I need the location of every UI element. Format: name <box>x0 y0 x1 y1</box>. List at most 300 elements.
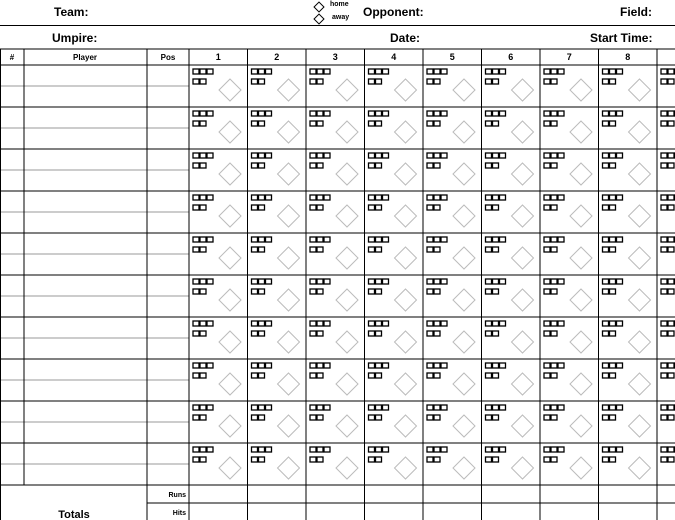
strike-box <box>376 457 382 462</box>
strike-box <box>427 163 433 168</box>
base-diamond-icon <box>336 289 358 311</box>
ball-box <box>617 237 623 242</box>
base-diamond-icon <box>395 331 417 353</box>
ball-box <box>383 195 389 200</box>
strike-box <box>252 205 258 210</box>
ball-box <box>603 237 609 242</box>
strike-box <box>317 163 323 168</box>
ball-box <box>603 195 609 200</box>
ball-box <box>266 405 272 410</box>
ball-box <box>500 363 506 368</box>
strike-box <box>603 457 609 462</box>
ball-box <box>200 321 206 326</box>
strike-box <box>369 331 375 336</box>
strike-box <box>668 79 674 84</box>
ball-box <box>324 321 330 326</box>
ball-box <box>376 195 382 200</box>
ball-box <box>427 237 433 242</box>
ball-box <box>500 111 506 116</box>
strike-box <box>317 205 323 210</box>
strike-box <box>200 247 206 252</box>
totals-label: Totals <box>58 509 90 520</box>
base-diamond-icon <box>278 415 300 437</box>
ball-box <box>441 321 447 326</box>
strike-box <box>544 415 550 420</box>
ball-box <box>317 111 323 116</box>
ball-box <box>661 321 667 326</box>
strike-box <box>369 121 375 126</box>
inning-header-7: 7 <box>566 52 572 62</box>
strike-box <box>486 373 492 378</box>
base-diamond-icon <box>219 373 241 395</box>
strike-box <box>200 163 206 168</box>
ball-box <box>252 279 258 284</box>
base-diamond-icon <box>570 205 592 227</box>
ball-box <box>500 405 506 410</box>
ball-box <box>661 363 667 368</box>
ball-box <box>544 195 550 200</box>
strike-box <box>310 247 316 252</box>
strike-box <box>486 415 492 420</box>
strike-box <box>317 289 323 294</box>
ball-box <box>441 195 447 200</box>
ball-box <box>661 447 667 452</box>
ball-box <box>668 321 674 326</box>
strike-box <box>427 121 433 126</box>
strike-box <box>310 79 316 84</box>
ball-box <box>551 447 557 452</box>
ball-box <box>427 195 433 200</box>
base-diamond-icon <box>219 289 241 311</box>
ball-box <box>558 279 564 284</box>
base-diamond-icon <box>453 331 475 353</box>
ball-box <box>383 363 389 368</box>
strike-box <box>610 121 616 126</box>
ball-box <box>668 447 674 452</box>
ball-box <box>544 153 550 158</box>
ball-box <box>434 111 440 116</box>
ball-box <box>369 237 375 242</box>
ball-box <box>193 447 199 452</box>
ball-box <box>266 321 272 326</box>
strike-box <box>200 331 206 336</box>
strike-box <box>551 331 557 336</box>
strike-box <box>369 457 375 462</box>
ball-box <box>200 153 206 158</box>
base-diamond-icon <box>278 163 300 185</box>
strike-box <box>668 289 674 294</box>
ball-box <box>441 111 447 116</box>
ball-box <box>493 405 499 410</box>
ball-box <box>383 279 389 284</box>
player-column-header: Player <box>72 53 98 62</box>
strike-box <box>310 205 316 210</box>
strike-box <box>486 121 492 126</box>
strike-box <box>493 289 499 294</box>
strike-box <box>193 121 199 126</box>
ball-box <box>493 195 499 200</box>
ball-box <box>544 405 550 410</box>
ball-box <box>266 447 272 452</box>
base-diamond-icon <box>336 331 358 353</box>
base-diamond-icon <box>570 457 592 479</box>
strike-box <box>434 373 440 378</box>
ball-box <box>668 153 674 158</box>
ball-box <box>207 363 213 368</box>
base-diamond-icon <box>512 79 534 101</box>
field-label: Field: <box>620 5 652 19</box>
base-diamond-icon <box>278 331 300 353</box>
ball-box <box>551 153 557 158</box>
base-diamond-icon <box>336 247 358 269</box>
base-diamond-icon <box>512 289 534 311</box>
team-label: Team: <box>54 5 89 19</box>
ball-box <box>500 153 506 158</box>
ball-box <box>427 111 433 116</box>
base-diamond-icon <box>278 457 300 479</box>
ball-box <box>266 153 272 158</box>
date-label: Date: <box>390 31 421 45</box>
strike-box <box>668 247 674 252</box>
ball-box <box>317 447 323 452</box>
ball-box <box>617 405 623 410</box>
inning-header-6: 6 <box>508 52 514 62</box>
away-label: away <box>332 14 350 21</box>
ball-box <box>317 405 323 410</box>
strike-box <box>376 331 382 336</box>
base-diamond-icon <box>570 121 592 143</box>
ball-box <box>661 153 667 158</box>
base-diamond-icon <box>219 121 241 143</box>
totals-runs-label: Runs <box>168 492 186 499</box>
strike-box <box>200 415 206 420</box>
ball-box <box>317 153 323 158</box>
ball-box <box>434 153 440 158</box>
base-diamond-icon <box>512 415 534 437</box>
ball-box <box>252 321 258 326</box>
base-diamond-icon <box>629 121 651 143</box>
ball-box <box>661 111 667 116</box>
strike-box <box>317 247 323 252</box>
inning-header-5: 5 <box>449 52 455 62</box>
strike-box <box>434 457 440 462</box>
strike-box <box>661 331 667 336</box>
ball-box <box>259 237 265 242</box>
ball-box <box>500 237 506 242</box>
ball-box <box>441 69 447 74</box>
ball-box <box>558 237 564 242</box>
ball-box <box>434 405 440 410</box>
ball-box <box>200 111 206 116</box>
strike-box <box>668 205 674 210</box>
ball-box <box>369 195 375 200</box>
ball-box <box>500 279 506 284</box>
strike-box <box>252 121 258 126</box>
ball-box <box>441 237 447 242</box>
ball-box <box>383 405 389 410</box>
base-diamond-icon <box>570 163 592 185</box>
ball-box <box>376 111 382 116</box>
strike-box <box>259 163 265 168</box>
strike-box <box>376 289 382 294</box>
strike-box <box>252 289 258 294</box>
ball-box <box>310 195 316 200</box>
inning-header-8: 8 <box>625 52 631 62</box>
strike-box <box>310 415 316 420</box>
ball-box <box>661 237 667 242</box>
ball-box <box>610 321 616 326</box>
strike-box <box>193 457 199 462</box>
strike-box <box>434 79 440 84</box>
strike-box <box>493 79 499 84</box>
ball-box <box>383 69 389 74</box>
ball-box <box>427 321 433 326</box>
ball-box <box>610 153 616 158</box>
base-diamond-icon <box>336 373 358 395</box>
strike-box <box>661 163 667 168</box>
ball-box <box>266 363 272 368</box>
strike-box <box>493 331 499 336</box>
strike-box <box>551 121 557 126</box>
ball-box <box>200 279 206 284</box>
ball-box <box>434 279 440 284</box>
ball-box <box>558 321 564 326</box>
ball-box <box>486 405 492 410</box>
base-diamond-icon <box>453 163 475 185</box>
base-diamond-icon <box>395 415 417 437</box>
ball-box <box>610 195 616 200</box>
ball-box <box>200 195 206 200</box>
base-diamond-icon <box>395 79 417 101</box>
strike-box <box>310 457 316 462</box>
strike-box <box>369 373 375 378</box>
strike-box <box>610 415 616 420</box>
strike-box <box>369 247 375 252</box>
strike-box <box>544 121 550 126</box>
strike-box <box>200 79 206 84</box>
strike-box <box>603 121 609 126</box>
strike-box <box>544 247 550 252</box>
number-column-header: # <box>9 53 15 62</box>
ball-box <box>193 279 199 284</box>
strike-box <box>551 205 557 210</box>
strike-box <box>493 205 499 210</box>
base-diamond-icon <box>453 205 475 227</box>
base-diamond-icon <box>570 79 592 101</box>
strike-box <box>486 163 492 168</box>
base-diamond-icon <box>336 415 358 437</box>
ball-box <box>434 237 440 242</box>
ball-box <box>617 111 623 116</box>
ball-box <box>369 153 375 158</box>
base-diamond-icon <box>395 163 417 185</box>
ball-box <box>252 237 258 242</box>
strike-box <box>259 415 265 420</box>
ball-box <box>558 363 564 368</box>
ball-box <box>486 363 492 368</box>
ball-box <box>310 447 316 452</box>
base-diamond-icon <box>395 457 417 479</box>
strike-box <box>661 373 667 378</box>
ball-box <box>668 405 674 410</box>
strike-box <box>610 457 616 462</box>
ball-box <box>383 237 389 242</box>
ball-box <box>668 237 674 242</box>
base-diamond-icon <box>219 163 241 185</box>
ball-box <box>617 321 623 326</box>
strike-box <box>486 247 492 252</box>
ball-box <box>259 111 265 116</box>
base-diamond-icon <box>395 373 417 395</box>
ball-box <box>558 153 564 158</box>
strike-box <box>376 415 382 420</box>
base-diamond-icon <box>570 373 592 395</box>
ball-box <box>434 195 440 200</box>
strike-box <box>369 79 375 84</box>
strike-box <box>317 373 323 378</box>
ball-box <box>376 363 382 368</box>
ball-box <box>441 153 447 158</box>
ball-box <box>551 321 557 326</box>
strike-box <box>486 331 492 336</box>
strike-box <box>434 331 440 336</box>
ball-box <box>376 447 382 452</box>
base-diamond-icon <box>453 79 475 101</box>
ball-box <box>486 279 492 284</box>
ball-box <box>252 363 258 368</box>
base-diamond-icon <box>336 79 358 101</box>
ball-box <box>310 111 316 116</box>
strike-box <box>427 331 433 336</box>
strike-box <box>193 205 199 210</box>
ball-box <box>486 69 492 74</box>
strike-box <box>668 331 674 336</box>
ball-box <box>610 69 616 74</box>
strike-box <box>427 373 433 378</box>
strike-box <box>551 163 557 168</box>
ball-box <box>617 153 623 158</box>
strike-box <box>544 79 550 84</box>
ball-box <box>193 195 199 200</box>
base-diamond-icon <box>219 331 241 353</box>
ball-box <box>200 405 206 410</box>
ball-box <box>310 279 316 284</box>
ball-box <box>207 405 213 410</box>
ball-box <box>493 69 499 74</box>
strike-box <box>661 205 667 210</box>
base-diamond-icon <box>629 289 651 311</box>
ball-box <box>551 195 557 200</box>
ball-box <box>324 279 330 284</box>
ball-box <box>310 405 316 410</box>
strike-box <box>603 331 609 336</box>
strike-box <box>661 457 667 462</box>
ball-box <box>376 405 382 410</box>
ball-box <box>500 195 506 200</box>
strike-box <box>668 457 674 462</box>
ball-box <box>383 447 389 452</box>
ball-box <box>207 237 213 242</box>
ball-box <box>668 69 674 74</box>
strike-box <box>610 205 616 210</box>
ball-box <box>486 237 492 242</box>
base-diamond-icon <box>629 247 651 269</box>
ball-box <box>383 153 389 158</box>
base-diamond-icon <box>629 373 651 395</box>
strike-box <box>317 121 323 126</box>
ball-box <box>493 363 499 368</box>
strike-box <box>434 415 440 420</box>
strike-box <box>259 205 265 210</box>
strike-box <box>551 79 557 84</box>
base-diamond-icon <box>512 247 534 269</box>
strike-box <box>603 415 609 420</box>
ball-box <box>200 69 206 74</box>
strike-box <box>252 247 258 252</box>
ball-box <box>544 279 550 284</box>
strike-box <box>252 457 258 462</box>
ball-box <box>551 69 557 74</box>
strike-box <box>376 163 382 168</box>
base-diamond-icon <box>395 289 417 311</box>
strike-box <box>376 247 382 252</box>
strike-box <box>661 79 667 84</box>
strike-box <box>259 331 265 336</box>
strike-box <box>551 247 557 252</box>
base-diamond-icon <box>629 163 651 185</box>
home-label: home <box>330 1 349 8</box>
strike-box <box>544 331 550 336</box>
ball-box <box>266 279 272 284</box>
ball-box <box>207 111 213 116</box>
strike-box <box>544 289 550 294</box>
ball-box <box>252 195 258 200</box>
ball-box <box>617 363 623 368</box>
strike-box <box>427 205 433 210</box>
strike-box <box>259 121 265 126</box>
ball-box <box>427 279 433 284</box>
base-diamond-icon <box>219 205 241 227</box>
strike-box <box>544 457 550 462</box>
ball-box <box>369 447 375 452</box>
ball-box <box>324 69 330 74</box>
strike-box <box>610 373 616 378</box>
ball-box <box>427 153 433 158</box>
base-diamond-icon <box>629 457 651 479</box>
ball-box <box>193 237 199 242</box>
inning-header-3: 3 <box>332 52 338 62</box>
base-diamond-icon <box>395 205 417 227</box>
strike-box <box>427 79 433 84</box>
ball-box <box>207 447 213 452</box>
ball-box <box>324 363 330 368</box>
ball-box <box>383 111 389 116</box>
ball-box <box>441 405 447 410</box>
ball-box <box>193 405 199 410</box>
ball-box <box>558 111 564 116</box>
base-diamond-icon <box>278 373 300 395</box>
ball-box <box>310 153 316 158</box>
strike-box <box>544 163 550 168</box>
ball-box <box>252 447 258 452</box>
ball-box <box>427 69 433 74</box>
strike-box <box>376 79 382 84</box>
strike-box <box>317 415 323 420</box>
strike-box <box>259 289 265 294</box>
base-diamond-icon <box>512 373 534 395</box>
ball-box <box>500 69 506 74</box>
ball-box <box>603 447 609 452</box>
